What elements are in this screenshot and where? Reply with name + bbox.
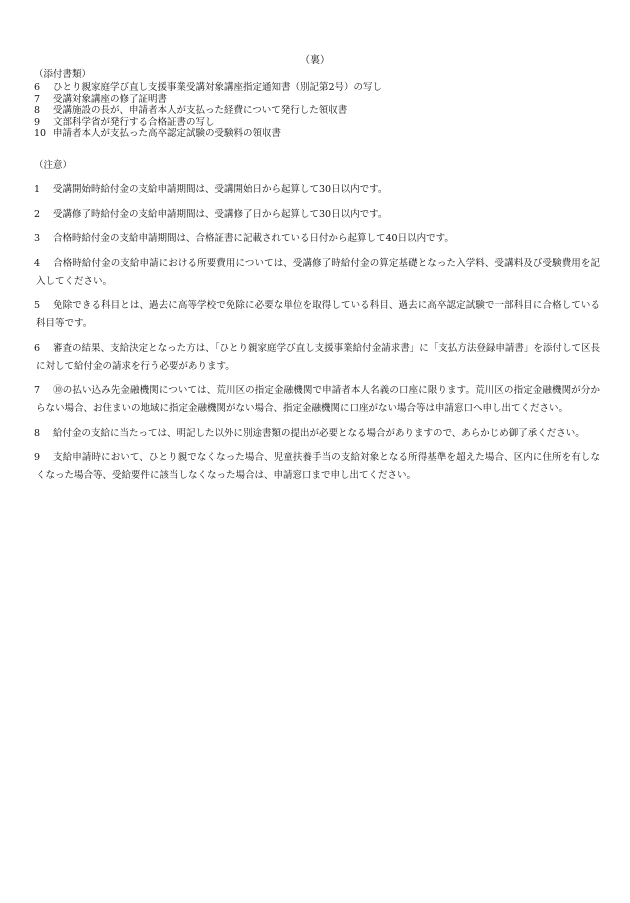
note-item [34,449,600,485]
attachment-number: 9 [34,116,41,128]
attachment-text: 受講対象講座の修了証明書 [53,93,168,105]
notes-list [34,181,600,492]
attachment-number: 7 [34,93,41,105]
note-number: 9 [34,452,41,463]
attachment-item [34,82,604,94]
attachment-item [34,105,604,117]
note-number: 1 [34,184,41,195]
note-number: 3 [34,233,41,244]
note-item [34,340,600,376]
note-text: 合格時給付金の支給申請期間は、合格証書に記載されている日付から起算して40日以内です。 [53,233,454,244]
attachment-number: 8 [34,105,41,117]
note-item [34,230,600,248]
attachment-item [34,94,604,106]
attachment-text: ひとり親家庭学び直し支援事業受講対象講座指定通知書（別記第2号）の写し [53,82,383,93]
note-text: 審査の結果、支給決定となった方は、「ひとり親家庭学び直し支援事業給付金請求書」に「支払方法登録申請書」を添付して区長に対して給付金の請求を行う必要があります。 [36,342,600,372]
attachment-item [34,117,604,129]
attachment-item [34,128,604,140]
note-number: 2 [34,208,41,220]
attachments-header: （添付書類） [34,69,92,80]
attachment-text: 受講施設の長が、申請者本人が支払った経費について発行した領収書 [53,105,348,117]
attachment-number: 6 [34,82,41,93]
note-item [34,297,600,333]
note-item [34,382,600,418]
note-number: 5 [34,300,41,311]
note-text: 受講開始時給付金の支給申請期間は、受講開始日から起算して30日以内です。 [53,184,388,195]
page-title: （裏） [300,55,330,66]
note-number: 8 [34,427,41,439]
attachment-text: 申請者本人が支払った高卒認定試験の受験料の領収書 [53,128,282,140]
note-item [34,425,600,443]
note-item [34,181,600,199]
note-number: 6 [34,342,41,354]
note-item [34,255,600,291]
attachment-number: 10 [34,128,47,140]
note-text: 支給申請時において、ひとり親でなくなった場合、児童扶養手当の支給対象となる所得基準を超えた場合、区内に住所を有しなくなった場合等、受給要件に該当しなくなった場合は、申請窓口まで申し出てください。 [36,452,600,481]
note-number: 4 [34,257,41,269]
note-text: 免除できる科目とは、過去に高等学校で免除に必要な単位を取得している科目、過去に高卒認定試験で一部科目に合格している科目等です。 [36,300,600,329]
attachments-list [34,82,604,140]
note-text: 給付金の支給に当たっては、明記した以外に別途書類の提出が必要となる場合がありますので、あらかじめ御了承ください。 [53,427,585,439]
note-item [34,206,600,224]
note-number: 7 [34,385,41,396]
note-text: 合格時給付金の支給申請における所要費用については、受講修了時給付金の算定基礎となった入学料、受講料及び受験費用を記入してください。 [36,257,600,287]
note-text: 受講修了時給付金の支給申請期間は、受講修了日から起算して30日以内です。 [53,208,388,220]
attachment-text: 文部科学省が発行する合格証書の写し [53,116,215,128]
note-text: ⑩の払い込み先金融機関については、荒川区の指定金融機関で申請者本人名義の口座に限ります。荒川区の指定金融機関が分からない場合、お住まいの地域に指定金融機関がない場合、指定金融機関に口座がない場合等は申請窓口へ申し出てください。 [36,385,600,414]
notes-header: （注意） [34,160,73,171]
